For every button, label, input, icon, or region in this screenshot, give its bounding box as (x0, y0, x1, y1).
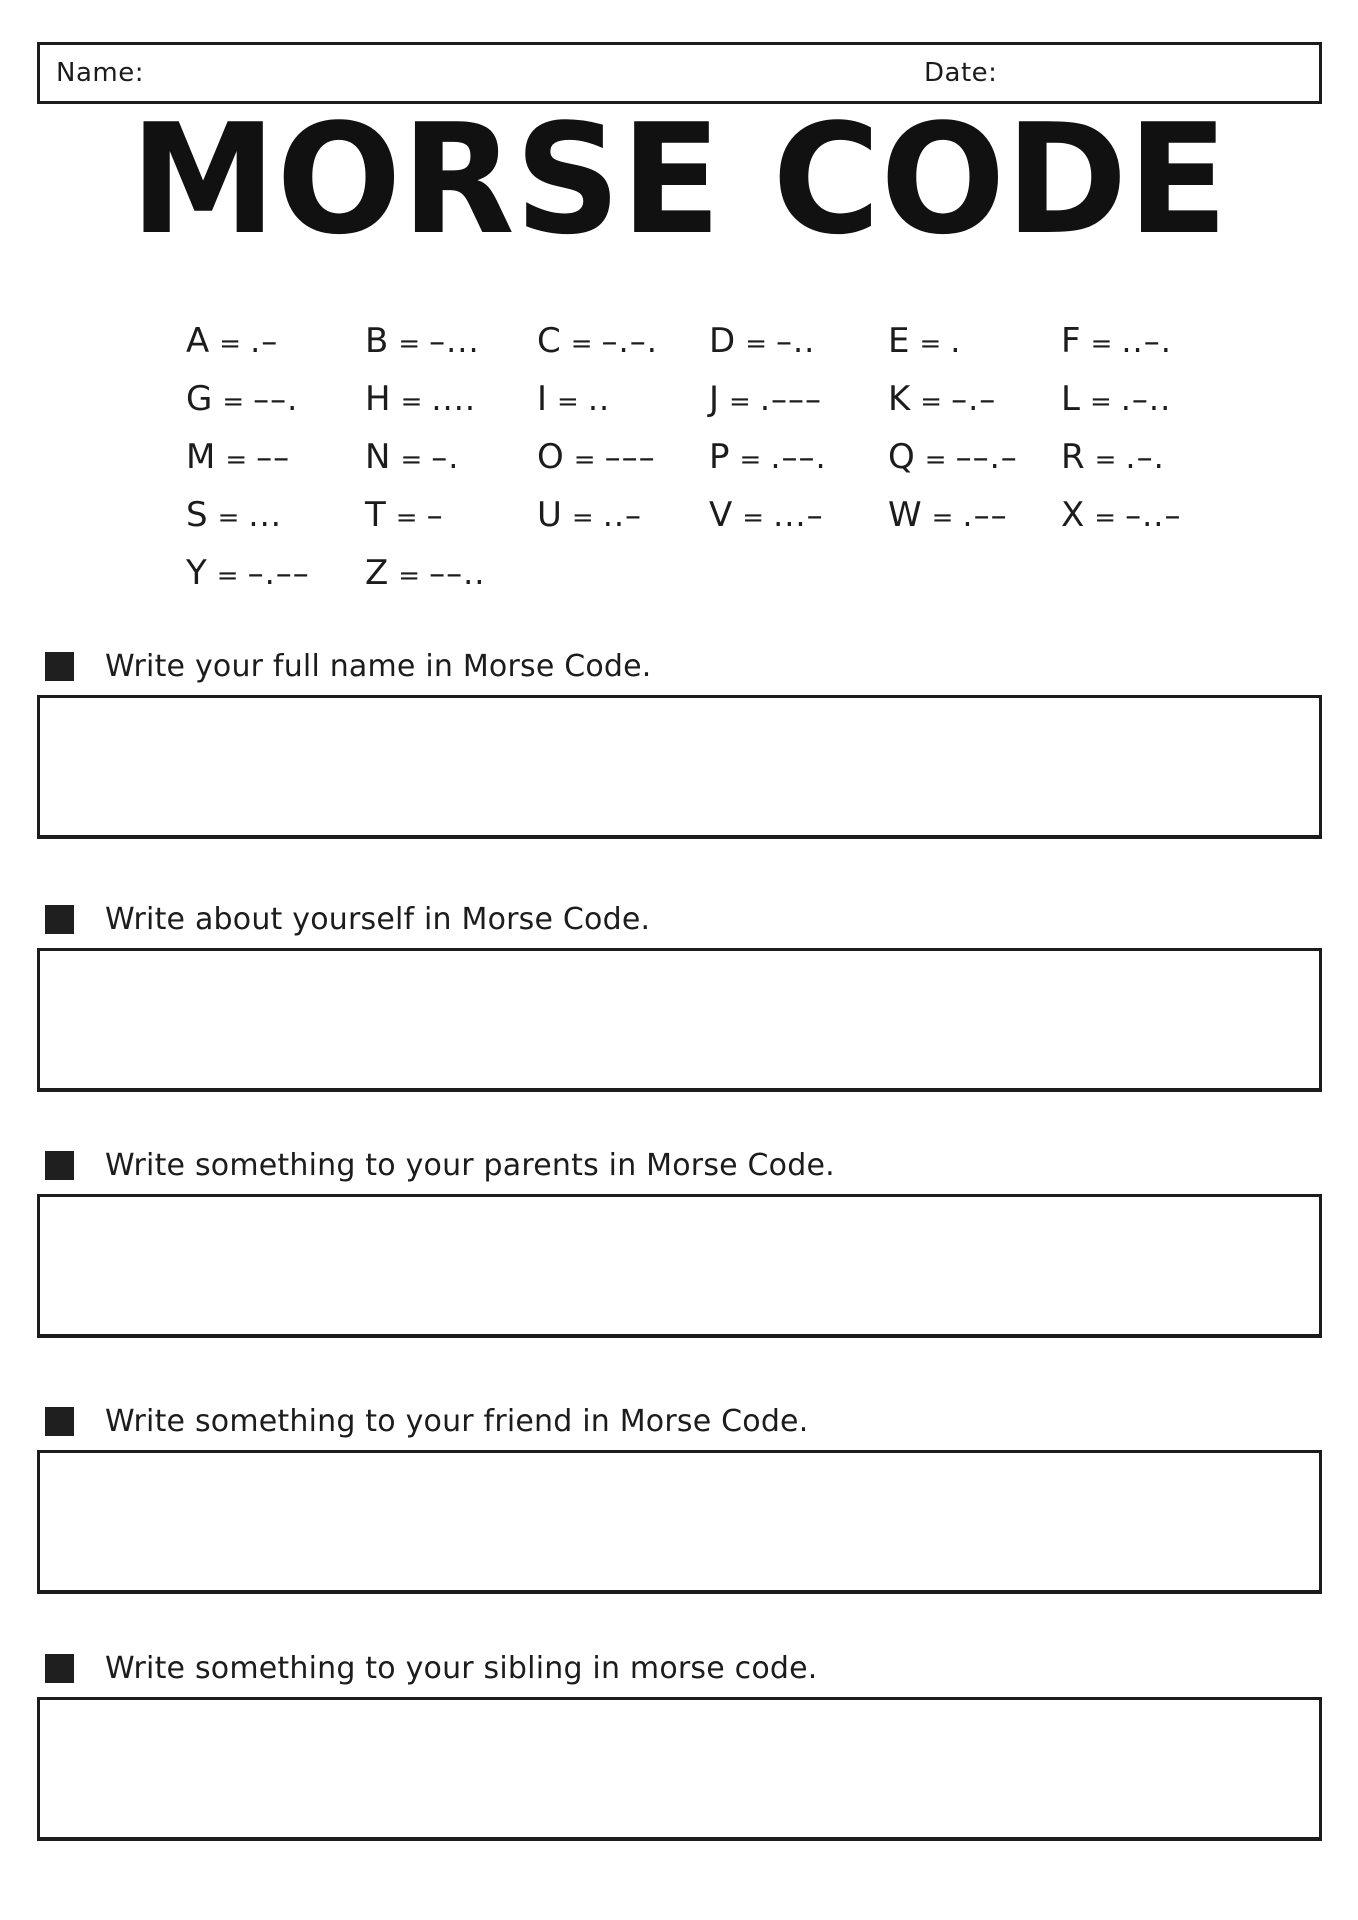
equals-sign: = (920, 387, 943, 417)
morse-letter: A (186, 321, 210, 361)
morse-cell (186, 495, 365, 535)
morse-cell (365, 379, 537, 419)
morse-code-value: ..–. (1121, 322, 1172, 360)
equals-sign: = (729, 387, 751, 417)
equals-sign: = (919, 329, 942, 359)
morse-cell (709, 495, 888, 535)
prompt-row (45, 899, 1322, 939)
title-text: MORSE CODE (130, 110, 1228, 246)
worksheet-section (37, 1648, 1322, 1841)
equals-sign: = (557, 387, 579, 417)
morse-code-value: .––– (759, 380, 822, 418)
morse-code-value: .–.. (1120, 380, 1172, 418)
morse-code-value: .... (431, 380, 477, 418)
name-date-header (37, 42, 1322, 104)
worksheet-section (37, 1401, 1322, 1594)
worksheet-section (37, 646, 1322, 839)
bullet-square-icon (45, 1654, 74, 1683)
morse-cell (186, 321, 365, 361)
worksheet-sections (37, 646, 1322, 1841)
prompt-label: Write about yourself in Morse Code. (105, 901, 651, 937)
morse-cell (1061, 437, 1165, 477)
morse-code-value: ..– (602, 496, 643, 534)
equals-sign: = (1094, 445, 1117, 475)
morse-cell (365, 437, 537, 477)
morse-code-value: .–. (1125, 438, 1165, 476)
morse-cell (888, 321, 1061, 361)
equals-sign: = (742, 503, 765, 533)
morse-chart-row (186, 486, 1358, 544)
equals-sign: = (745, 329, 767, 359)
equals-sign: = (400, 445, 423, 475)
morse-letter: S (186, 495, 208, 535)
morse-code-value: ––. (253, 380, 299, 418)
morse-cell (537, 379, 709, 419)
morse-letter: K (888, 379, 911, 419)
morse-cell (537, 495, 709, 535)
morse-code-value: .–– (962, 496, 1008, 534)
equals-sign: = (216, 561, 239, 591)
prompt-label: Write your full name in Morse Code. (105, 648, 652, 684)
morse-cell (1061, 495, 1181, 535)
name-label: Name: (56, 58, 144, 88)
worksheet-title (0, 110, 1358, 246)
bullet-square-icon (45, 1151, 74, 1180)
morse-cell (1061, 321, 1172, 361)
morse-chart-row (186, 312, 1358, 370)
morse-letter: B (365, 321, 389, 361)
answer-box-1[interactable] (37, 695, 1322, 839)
morse-code-value: ––.– (955, 438, 1018, 476)
equals-sign: = (739, 445, 762, 475)
morse-cell (709, 379, 888, 419)
morse-letter: H (365, 379, 391, 419)
answer-box-2[interactable] (37, 948, 1322, 1092)
equals-sign: = (570, 329, 593, 359)
morse-letter: D (709, 321, 736, 361)
equals-sign: = (225, 445, 248, 475)
worksheet-section (37, 1145, 1322, 1338)
morse-code-value: ...– (773, 496, 824, 534)
equals-sign: = (1090, 329, 1113, 359)
morse-cell (888, 495, 1061, 535)
morse-letter: U (537, 495, 562, 535)
equals-sign: = (395, 503, 418, 533)
equals-sign: = (217, 503, 240, 533)
morse-code-value: –... (429, 322, 480, 360)
prompt-label: Write something to your sibling in morse code. (105, 1650, 818, 1686)
morse-letter: P (709, 437, 730, 477)
answer-box-4[interactable] (37, 1450, 1322, 1594)
morse-cell (888, 379, 1061, 419)
morse-code-value: ––.. (429, 554, 486, 592)
morse-cell (186, 437, 365, 477)
equals-sign: = (219, 329, 242, 359)
morse-chart-row (186, 428, 1358, 486)
equals-sign: = (924, 445, 947, 475)
morse-code-value: –.– (951, 380, 997, 418)
morse-code-value: –..– (1125, 496, 1182, 534)
morse-cell (186, 379, 365, 419)
morse-code-value: –.–– (247, 554, 310, 592)
morse-cell (888, 437, 1061, 477)
morse-letter: C (537, 321, 561, 361)
morse-letter: V (709, 495, 733, 535)
morse-letter: J (709, 379, 720, 419)
answer-box-3[interactable] (37, 1194, 1322, 1338)
morse-cell (709, 437, 888, 477)
morse-cell (537, 321, 709, 361)
prompt-label: Write something to your friend in Morse Code. (105, 1403, 809, 1439)
equals-sign: = (398, 329, 421, 359)
date-field[interactable] (1000, 49, 1309, 97)
morse-letter: O (537, 437, 564, 477)
morse-letter: Y (186, 553, 207, 593)
morse-chart-row (186, 370, 1358, 428)
morse-code-value: .. (587, 380, 611, 418)
morse-letter: Q (888, 437, 915, 477)
morse-code-value: – (426, 496, 444, 534)
morse-code-value: ––– (604, 438, 656, 476)
equals-sign: = (571, 503, 594, 533)
morse-letter: N (365, 437, 391, 477)
morse-cell (365, 321, 537, 361)
worksheet-section (37, 899, 1322, 1092)
morse-code-value: –.. (775, 322, 816, 360)
equals-sign: = (931, 503, 954, 533)
morse-cell (365, 553, 537, 593)
morse-letter: T (365, 495, 386, 535)
morse-code-value: –– (256, 438, 291, 476)
prompt-row (45, 1401, 1322, 1441)
morse-letter: G (186, 379, 213, 419)
morse-cell (186, 553, 365, 593)
bullet-square-icon (45, 905, 74, 934)
prompt-row (45, 1145, 1322, 1185)
morse-code-value: .––. (770, 438, 827, 476)
morse-code-value: –. (431, 438, 460, 476)
morse-alphabet-chart (186, 312, 1358, 602)
date-label: Date: (924, 58, 998, 88)
bullet-square-icon (45, 1407, 74, 1436)
morse-letter: L (1061, 379, 1080, 419)
prompt-label: Write something to your parents in Morse Code. (105, 1147, 835, 1183)
morse-letter: X (1061, 495, 1085, 535)
equals-sign: = (400, 387, 423, 417)
equals-sign: = (1089, 387, 1112, 417)
prompt-row (45, 1648, 1322, 1688)
morse-cell (537, 437, 709, 477)
bullet-square-icon (45, 652, 74, 681)
morse-letter: Z (365, 553, 389, 593)
morse-code-value: ... (248, 496, 282, 534)
morse-cell (1061, 379, 1171, 419)
morse-code-value: . (950, 322, 962, 360)
equals-sign: = (398, 561, 421, 591)
morse-letter: M (186, 437, 216, 477)
equals-sign: = (1094, 503, 1117, 533)
morse-code-value: .– (250, 322, 279, 360)
morse-letter: R (1061, 437, 1085, 477)
equals-sign: = (573, 445, 596, 475)
morse-letter: I (537, 379, 548, 419)
morse-code-value: –.–. (601, 322, 658, 360)
morse-cell (709, 321, 888, 361)
name-field[interactable] (150, 49, 819, 97)
morse-chart-row (186, 544, 1358, 602)
answer-box-5[interactable] (37, 1697, 1322, 1841)
morse-letter: W (888, 495, 922, 535)
morse-letter: F (1061, 321, 1081, 361)
equals-sign: = (222, 387, 245, 417)
morse-cell (365, 495, 537, 535)
morse-letter: E (888, 321, 910, 361)
prompt-row (45, 646, 1322, 686)
